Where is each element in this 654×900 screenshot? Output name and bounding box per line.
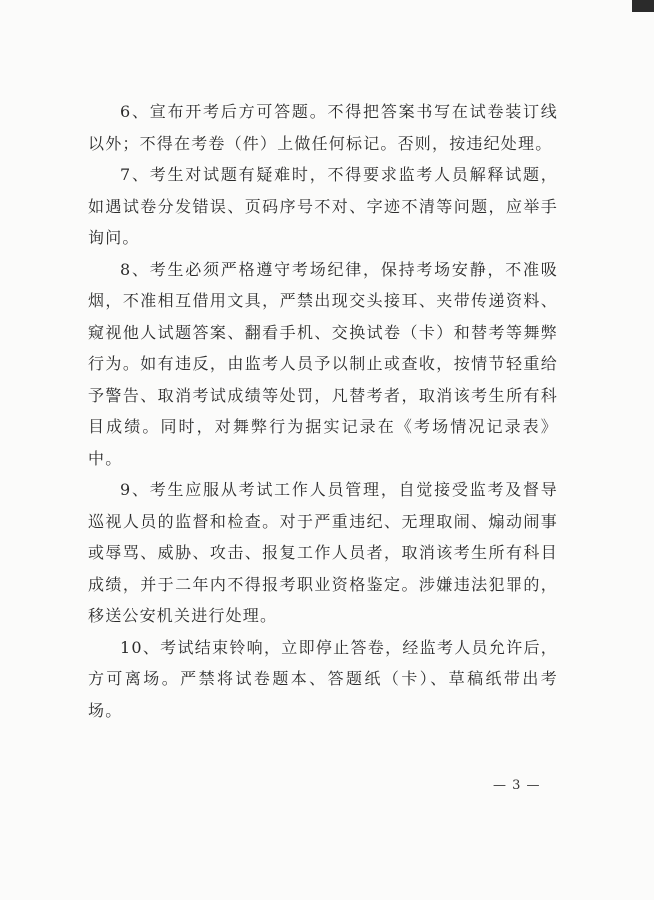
document-body bbox=[88, 96, 558, 726]
rule-paragraph-7: 7、考生对试题有疑难时，不得要求监考人员解释试题，如遇试卷分发错误、页码序号不对、字迹不清等问题，应举手询问。 bbox=[88, 165, 558, 247]
rule-paragraph-8: 8、考生必须严格遵守考场纪律，保持考场安静，不准吸烟，不准相互借用文具，严禁出现交头接耳、夹带传递资料、窥视他人试题答案、翻看手机、交换试卷（卡）和替考等舞弊行为。如有违反，由监考人员予以制止或查收，按情节轻重给予警告、取消考试成绩等处罚，凡替考者，取消该考生所有科目成绩。同时，对舞弊行为据实记录在《考场情况记录表》中。 bbox=[88, 259, 558, 468]
scan-corner-mark bbox=[632, 0, 654, 12]
rule-paragraph-9: 9、考生应服从考试工作人员管理，自觉接受监考及督导巡视人员的监督和检查。对于严重违纪、无理取闹、煽动闹事或辱骂、威胁、攻击、报复工作人员者，取消该考生所有科目成绩，并于二年内不得报考职业资格鉴定。涉嫌违法犯罪的，移送公安机关进行处理。 bbox=[88, 480, 558, 625]
rule-paragraph-6: 6、宣布开考后方可答题。不得把答案书写在试卷装订线以外；不得在考卷（件）上做任何标记。否则，按违纪处理。 bbox=[88, 102, 558, 153]
rule-paragraph-10: 10、考试结束铃响，立即停止答卷，经监考人员允许后，方可离场。严禁将试卷题本、答题纸（卡）、草稿纸带出考场。 bbox=[88, 637, 558, 720]
page-number: — 3 — bbox=[493, 778, 541, 793]
